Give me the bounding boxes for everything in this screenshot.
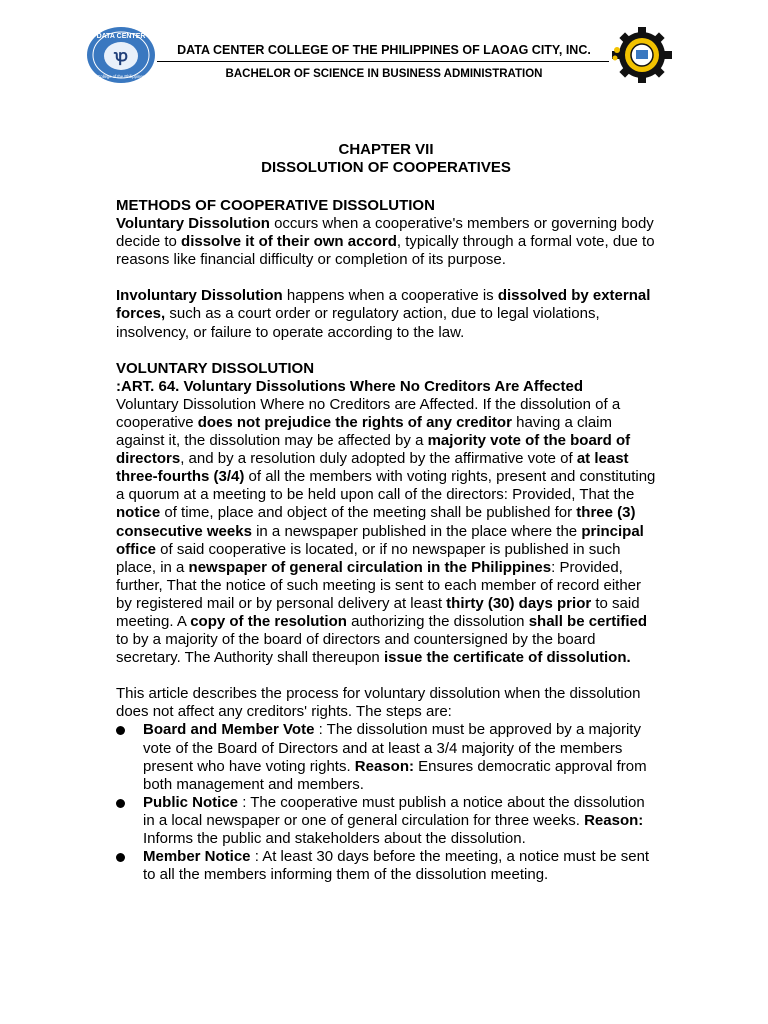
bullet-icon [116,853,125,862]
body-text: occurs when a cooperative's members or governing body decide to [116,215,654,251]
voluntary-section-heading: VOLUNTARY DISSOLUTION [116,359,315,377]
emphasis-text: does not prejudice the rights of any creditor [197,413,512,431]
gear-seal-logo [604,26,676,84]
emphasis-text: thirty (30) days prior [446,594,592,612]
logo-left-subtext: College of the Philippines [97,74,145,79]
body-text: : Provided, further, That the notice of such meeting is sent to each member of record either by registered mail or by personal delivery at least [116,558,641,612]
steps-list [116,721,656,884]
body-text: having a claim against it, the dissolution may be affected by a [116,413,612,450]
document-body [116,141,656,884]
summary-intro: This article describes the process for voluntary dissolution when the dissolution does not affect any creditors' rights. The steps are: [116,685,641,721]
article-title: :ART. 64. Voluntary Dissolutions Where No Creditors Are Affected [116,377,584,395]
body-text: , typically through a formal vote, due to reasons like financial difficulty or completion of its purpose. [116,233,655,269]
body-text: Informs the public and stakeholders about the dissolution. [143,830,526,847]
emphasis-text: copy of the resolution [190,612,347,630]
body-text: Voluntary Dissolution Where no Creditors are Affected. If the dissolution of a cooperative [116,395,621,431]
body-text: of said cooperative is located, or if no newspaper is published in such place, in a [116,540,621,576]
body-text: happens when a cooperative is [282,287,498,305]
emphasis-text: dissolved by external forces, [116,287,651,323]
chapter-heading [116,141,656,177]
bullet-icon [116,799,125,808]
bullet-icon [116,726,125,735]
body-text: such as a court order or regulatory action, due to legal violations, insolvency, or failure to operate according to the law. [116,305,600,341]
step-list-item [116,848,656,884]
emphasis-text: Board and Member Vote [143,721,315,739]
step-list-item [116,794,656,848]
body-text: of all the members with voting rights, present and constituting a quorum at a meeting to be held upon call of the directors: Provided, That the [116,468,656,504]
emphasis-text: principal office [116,522,644,558]
emphasis-text: Voluntary Dissolution [116,215,270,233]
body-text: Ensures democratic approval from both management and members. [143,757,647,793]
emphasis-text: issue the certificate of dissolution. [383,649,631,667]
svg-text:ꝕ: ꝕ [114,48,128,65]
body-text: , and by a resolution duly adopted by the affirmative vote of [180,450,577,468]
emphasis-text: newspaper of general circulation in the Philippines [188,558,552,576]
emphasis-text: majority vote of the board of directors [116,432,631,468]
emphasis-text: Member Notice [143,848,251,866]
step-list-item [116,721,656,793]
voluntary-dissolution-paragraph [116,215,656,269]
chapter-number: CHAPTER VII [338,141,434,158]
body-text: authorizing the dissolution [346,612,529,630]
document-header [0,0,768,100]
article-body-paragraph [116,396,656,667]
emphasis-text: Public Notice [143,793,239,811]
body-text: of time, place and object of the meeting shall be published for [160,504,577,522]
emphasis-text: at least three-fourths (3/4) [116,450,629,486]
body-text: : The dissolution must be approved by a majority vote of the Board of Directors and at least a 3/4 majority of the members present who have voting rights. [143,721,641,775]
body-text: to by a majority of the board of directors and countersigned by the board secretary. The Authority shall thereupon [116,631,596,667]
emphasis-text: dissolve it of their own accord [181,233,397,251]
emphasis-text: shall be certified [528,612,648,630]
body-text: : At least 30 days before the meeting, a notice must be sent to all the members informing them of the dissolution meeting. [143,848,650,884]
data-center-seal-logo [86,26,156,84]
body-text: in a newspaper published in the place where the [251,522,582,540]
chapter-title: DISSOLUTION OF COOPERATIVES [261,159,511,176]
emphasis-text: Involuntary Dissolution [116,287,283,305]
body-text: to said meeting. A [116,594,640,630]
logo-left-text: DATA CENTER [96,33,146,40]
emphasis-text: Reason: [354,757,414,775]
college-name: DATA CENTER COLLEGE OF THE PHILIPPINES OF LAOAG CITY, INC. [177,43,591,57]
emphasis-text: Reason: [584,811,644,829]
header-divider [157,61,609,62]
emphasis-text: three (3) consecutive weeks [116,504,636,540]
program-name: BACHELOR OF SCIENCE IN BUSINESS ADMINISTRATION [225,68,543,80]
emphasis-text: notice [116,504,161,522]
body-text: : The cooperative must publish a notice about the dissolution in a local newspaper or one of general circulation for three weeks. [143,793,645,829]
involuntary-dissolution-paragraph [116,287,656,341]
methods-heading: METHODS OF COOPERATIVE DISSOLUTION [116,197,435,214]
